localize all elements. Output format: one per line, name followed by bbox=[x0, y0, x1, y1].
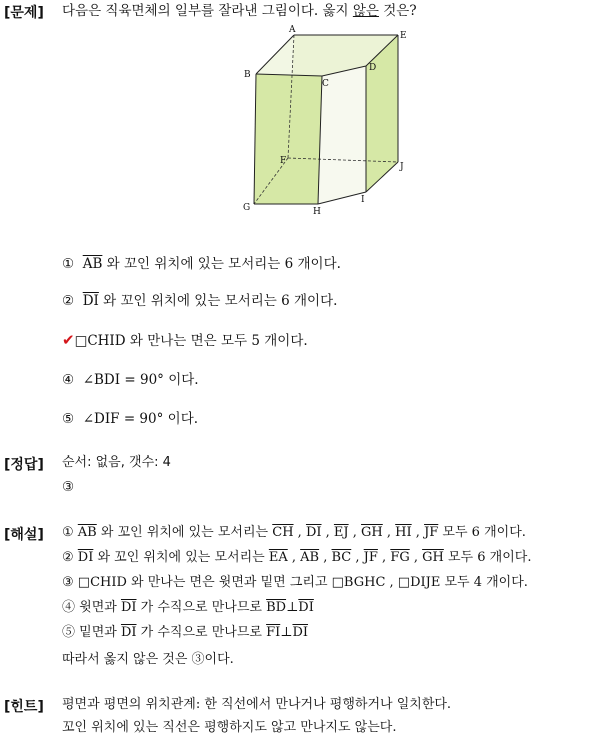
option-2-num: ② bbox=[62, 293, 75, 309]
option-2-text: 와 꼬인 위치에 있는 모서리는 6 개이다. bbox=[98, 293, 338, 309]
answer-tag: [정답] bbox=[4, 457, 44, 473]
exp4-pre: ④ 윗면과 bbox=[62, 600, 121, 615]
vertex-f: F bbox=[280, 156, 287, 166]
option-4-num: ④ bbox=[62, 372, 75, 388]
explanation-line-4 bbox=[62, 599, 314, 617]
cuboid-figure bbox=[238, 24, 418, 216]
option-5-text: ∠DIF = 90° 이다. bbox=[82, 411, 199, 427]
face-front bbox=[254, 74, 322, 204]
seg: $\overline{EJ}$ bbox=[333, 525, 349, 540]
explanation-line-2: ② $\overline{DI}$ 와 꼬인 위치에 있는 모서리는 $\overline{EA}$ , $\overline{AB}$ , $\overline{BC}$ , $\overline{JF}$ , $\overline{FG}$ , $\overline{GH}$ 모두 6 개이다. bbox=[62, 550, 532, 565]
explanation-line-6: 따라서 옳지 않은 것은 ③이다. bbox=[62, 652, 234, 667]
option-4-text: ∠BDI = 90° 이다. bbox=[82, 372, 199, 388]
option-3 bbox=[62, 331, 308, 350]
exp5-mid: 가 수직으로 만나므로 bbox=[136, 625, 267, 640]
perp-symbol: ⊥ bbox=[280, 625, 293, 640]
exp2-text: 와 꼬인 위치에 있는 모서리는 bbox=[93, 550, 269, 565]
seg: $\overline{DI}$ bbox=[77, 550, 94, 565]
exp4-mid: 가 수직으로 만나므로 bbox=[136, 600, 267, 615]
answer-value: ③ bbox=[62, 479, 75, 495]
seg: $\overline{BC}$ bbox=[331, 550, 352, 565]
option-5 bbox=[62, 410, 198, 428]
explanation-line-5 bbox=[62, 624, 308, 642]
option-3-text: □CHID 와 만나는 면은 모두 5 개이다. bbox=[74, 333, 308, 349]
exp1-tail: 모두 6 개이다. bbox=[438, 525, 526, 540]
option-1-num: ① bbox=[62, 256, 75, 272]
option-4 bbox=[62, 371, 199, 389]
question-pre: 다음은 직육면체의 일부를 잘라낸 그림이다. 옳지 bbox=[62, 3, 353, 19]
seg: $\overline{AB}$ bbox=[77, 525, 97, 540]
question-underline: 않은 bbox=[352, 3, 379, 19]
question-post: 것은? bbox=[378, 3, 417, 19]
seg: $\overline{DI}$ bbox=[120, 600, 137, 615]
seg: $\overline{EA}$ bbox=[268, 550, 288, 565]
seg: $\overline{FG}$ bbox=[390, 550, 410, 565]
explanation-line-3: ③ □CHID 와 만나는 면은 윗면과 밑면 그리고 □BGHC , □DIJE 모두 4 개이다. bbox=[62, 575, 528, 590]
option-2 bbox=[62, 292, 337, 310]
vertex-j: J bbox=[400, 162, 404, 172]
vertex-d: D bbox=[369, 63, 377, 73]
exp2-tail: 모두 6 개이다. bbox=[443, 550, 532, 565]
seg: $\overline{DI}$ bbox=[298, 600, 314, 615]
answer-meta: 순서: 없음, 갯수: 4 bbox=[62, 455, 171, 470]
exp1-text: 와 꼬인 위치에 있는 모서리는 bbox=[96, 525, 273, 540]
seg: $\overline{JF}$ bbox=[424, 525, 439, 540]
question-text bbox=[62, 2, 417, 20]
seg: $\overline{BD}$ bbox=[266, 600, 287, 615]
checkmark-icon: ✔ bbox=[62, 331, 75, 349]
seg: $\overline{FI}$ bbox=[266, 625, 281, 640]
seg: $\overline{DI}$ bbox=[292, 625, 309, 640]
hint-line-1: 평면과 평면의 위치관계: 한 직선에서 만나거나 평행하거나 일치한다. bbox=[62, 697, 452, 712]
vertex-e: E bbox=[400, 31, 407, 41]
problem-tag: [문제] bbox=[4, 5, 44, 21]
vertex-b: B bbox=[244, 70, 251, 80]
segment-di: $\overline{DI}$ bbox=[82, 293, 99, 309]
seg: $\overline{CH}$ bbox=[272, 525, 294, 540]
hint-tag: [힌트] bbox=[4, 699, 44, 715]
seg: $\overline{HI}$ bbox=[395, 525, 412, 540]
segment-ab: $\overline{AB}$ bbox=[82, 256, 103, 272]
vertex-a: A bbox=[289, 25, 296, 35]
explanation-line-1: ① $\overline{AB}$ 와 꼬인 위치에 있는 모서리는 $\overline{CH}$ , $\overline{DI}$ , $\overline{EJ}$ , $\overline{GH}$ , $\overline{HI}$ , $\overline{JF}$ 모두 6 개이다. bbox=[62, 525, 526, 540]
seg: $\overline{AB}$ bbox=[300, 550, 320, 565]
exp5-pre: ⑤ 밑면과 bbox=[62, 625, 121, 640]
option-5-num: ⑤ bbox=[62, 411, 75, 427]
vertex-i: I bbox=[361, 195, 365, 205]
perp-symbol: ⊥ bbox=[286, 600, 299, 615]
seg: $\overline{GH}$ bbox=[361, 525, 383, 540]
seg: $\overline{JF}$ bbox=[363, 550, 378, 565]
option-1 bbox=[62, 255, 341, 273]
hint-line-2: 꼬인 위치에 있는 직선은 평행하지도 않고 만나지도 않는다. bbox=[62, 720, 397, 735]
seg: $\overline{DI}$ bbox=[120, 625, 137, 640]
vertex-h: H bbox=[313, 207, 321, 216]
vertex-c: C bbox=[322, 79, 329, 89]
option-1-text: 와 꼬인 위치에 있는 모서리는 6 개이다. bbox=[102, 256, 341, 272]
explanation-tag: [해설] bbox=[4, 527, 44, 543]
seg: $\overline{DI}$ bbox=[305, 525, 322, 540]
exp1-num: ① bbox=[62, 525, 74, 540]
exp2-num: ② bbox=[62, 550, 74, 565]
seg: $\overline{GH}$ bbox=[422, 550, 444, 565]
vertex-g: G bbox=[243, 203, 251, 213]
